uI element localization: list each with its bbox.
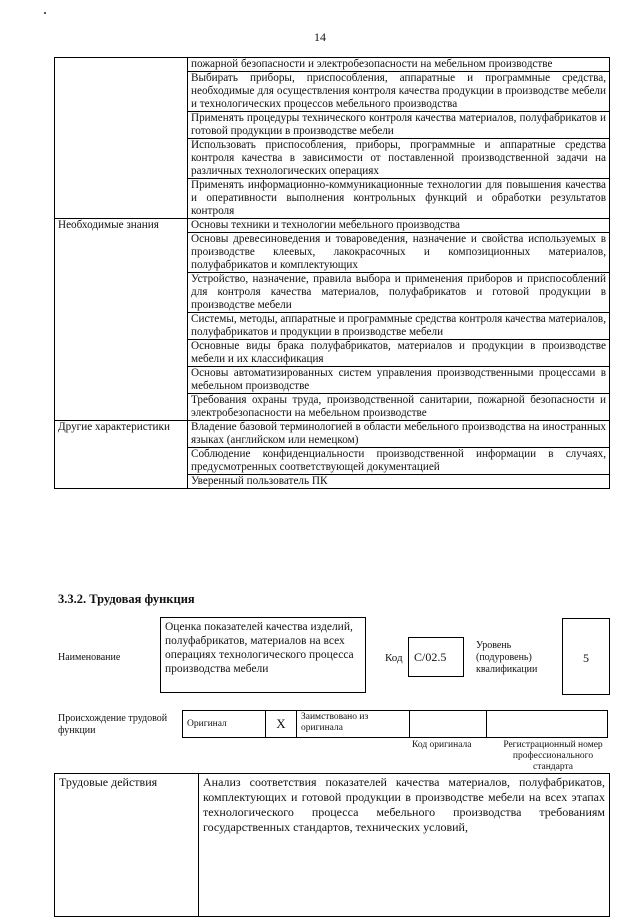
section-title: 3.3.2. Трудовая функция	[58, 592, 195, 606]
borrowed-label: Заимствовано из оригинала	[297, 711, 410, 738]
reg-number-cell	[487, 711, 608, 738]
other-cell: Соблюдение конфиденциальности производственной информации в случаях, предусмотренных соответствующей документацией	[188, 448, 610, 475]
table-row	[55, 219, 610, 233]
qualification-level-value: 5	[562, 618, 610, 695]
qualification-level-label: Уровень (подуровень) квалификации	[476, 640, 538, 675]
table-row	[55, 58, 610, 72]
requirement-cell: Применять информационно-коммуникационные технологии для повышения качества и оперативности выполнения контрольных функций и обработки результатов контроля	[188, 179, 610, 219]
scan-speck	[44, 12, 46, 14]
original-mark: X	[266, 711, 297, 738]
table-row	[183, 711, 608, 738]
row-header	[55, 58, 188, 219]
requirement-cell: Выбирать приборы, приспособления, аппаратные и программные средства, необходимые для осуществления контроля качества продукции в производстве мебели и технологических процессов мебельного производства	[188, 72, 610, 112]
page-number: 14	[314, 30, 326, 44]
reg-number-label: Регистрационный номер профессионального стандарта	[503, 740, 603, 772]
origin-label: Происхождение трудовой функции	[58, 713, 168, 736]
code-original-label: Код оригинала	[412, 740, 472, 750]
knowledge-cell: Требования охраны труда, производственной санитарии, пожарной безопасности и электробезопасности на мебельном производстве	[188, 394, 610, 421]
requirements-table	[54, 57, 610, 489]
row-header-other: Другие характеристики	[55, 421, 188, 489]
knowledge-cell: Основы древесиноведения и товароведения, назначение и свойства используемых в производстве клеевых, лакокрасочных и композиционных материалов, полуфабрикатов и комплектующих	[188, 233, 610, 273]
table-row	[55, 421, 610, 448]
requirement-cell: Применять процедуры технического контроля качества материалов, полуфабрикатов и готовой продукции в производстве мебели	[188, 112, 610, 139]
other-cell: Владение базовой терминологией в области мебельного производства на иностранных языках (английском или немецком)	[188, 421, 610, 448]
knowledge-cell: Основы техники и технологии мебельного производства	[188, 219, 610, 233]
row-header-knowledge: Необходимые знания	[55, 219, 188, 421]
code-label: Код	[385, 652, 403, 664]
labor-actions-text: Анализ соответствия показателей качества материалов, полуфабрикатов, комплектующих и готовой продукции в производстве мебели на всех этапах технологического процесса мебельного производства требованиям государственных стандартов, технических условий,	[199, 774, 610, 917]
requirement-cell: Использовать приспособления, приборы, программные и аппаратные средства контроля качества в зависимости от поставленной производственной задачи на различных технологических операциях	[188, 139, 610, 179]
labor-actions-header: Трудовые действия	[55, 774, 199, 917]
function-name-label: Наименование	[58, 652, 121, 663]
knowledge-cell: Системы, методы, аппаратные и программные средства контроля качества материалов, полуфабрикатов и продукции в производстве мебели	[188, 313, 610, 340]
code-value: C/02.5	[408, 637, 464, 677]
code-original-cell	[410, 711, 487, 738]
table-row	[55, 774, 610, 917]
other-cell: Уверенный пользователь ПК	[188, 475, 610, 489]
origin-table	[182, 710, 608, 738]
original-label: Оригинал	[183, 711, 266, 738]
labor-actions-table	[54, 773, 610, 917]
knowledge-cell: Основные виды брака полуфабрикатов, материалов и продукции в производстве мебели и их классификация	[188, 340, 610, 367]
knowledge-cell: Основы автоматизированных систем управления производственными процессами в мебельном производстве	[188, 367, 610, 394]
requirement-cell: пожарной безопасности и электробезопасности на мебельном производстве	[188, 58, 610, 72]
knowledge-cell: Устройство, назначение, правила выбора и применения приборов и приспособлений для контроля качества материалов, полуфабрикатов и готовой продукции в производстве мебели	[188, 273, 610, 313]
function-name-value: Оценка показателей качества изделий, полуфабрикатов, материалов на всех операциях технологического процесса производства мебели	[160, 617, 366, 693]
